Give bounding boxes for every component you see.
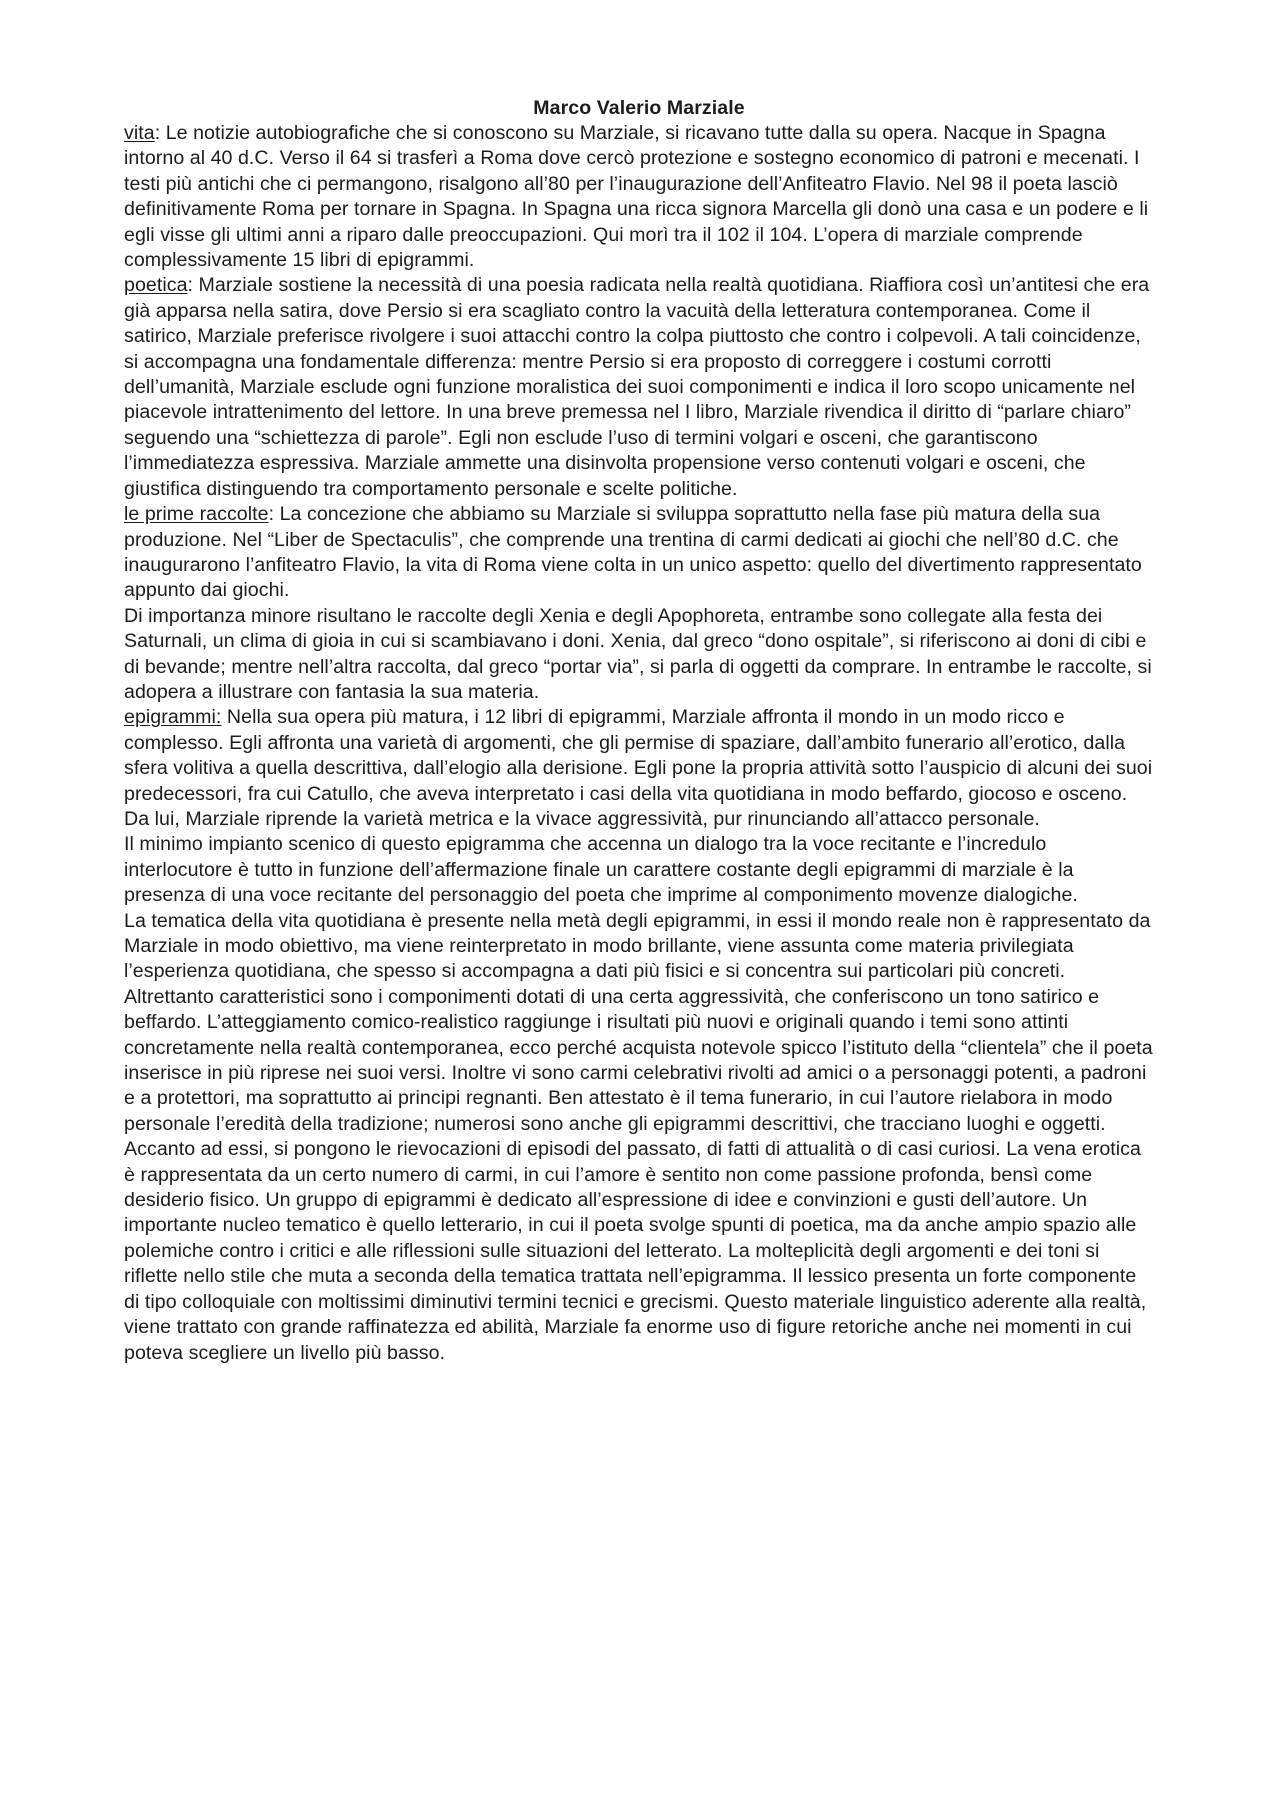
section-label: poetica [124,274,188,297]
section-text: Nella sua opera più matura, i 12 libri di epigrammi, Marziale affronta il mondo in un modo ricco e complesso. Egli affronta una varietà di argomenti, che gli permise di spaziare, dall’ambito funerario all’erotico, dalla sfera volitiva a quella descrittiva, dall’elogio alla derisione. Egli pone la propria attività sotto l’auspicio di alcuni dei suoi predecessori, fra cui Catullo, che aveva interpretato i casi della vita quotidiana in modo beffardo, giocoso e osceno. Da lui, Marziale riprende la varietà metrica e la vivace aggressività, pur rinunciando all’attacco personale. [124,706,1153,830]
section-text: La tematica della vita quotidiana è presente nella metà degli epigrammi, in essi il mondo reale non è rappresentato da Marziale in modo obiettivo, ma viene reinterpretato in modo brillante, viene assunta come materia privilegiata l’esperienza quotidiana, che spesso si accompagna a dati più fisici e si concentra sui particolari più concreti. Altrettanto caratteristici sono i componimenti dotati di una certa aggressività, che conferiscono un tono satirico e beffardo. L’atteggiamento comico-realistico raggiunge i risultati più nuovi e originali quando i temi sono attinti concretamente nella realtà contemporanea, ecco perché acquista notevole spicco l’istituto della “clientela” che il poeta inserisce in più riprese nei suoi versi. Inoltre vi sono carmi celebrativi rivolti ad amici o a personaggi potenti, a padroni e a protettori, ma soprattutto ai principi regnanti. Ben attestato è il tema funerario, in cui l’autore rielabora in modo personale l’eredità della tradizione; numerosi sono anche gli epigrammi descrittivi, che tracciano luoghi e oggetti. Accanto ad essi, si pongono le rievocazioni di episodi del passato, di fatti di attualità o di casi curiosi. La vena erotica è rappresentata da un certo numero di carmi, in cui l’amore è sentito non come passione profonda, bensì come desiderio fisico. Un gruppo di epigrammi è dedicato all’espressione di idee e convinzioni e gusti dell’autore. Un importante nucleo tematico è quello letterario, in cui il poeta svolge spunti di poetica, ma da anche ampio spazio alle polemiche contro i critici e alle riflessioni sulle situazioni del letterato. La molteplicità degli argomenti e dei toni si riflette nello stile che muta a seconda della tematica trattata nell’epigramma. Il lessico presenta un forte componente di tipo colloquiale con moltissimi diminutivi termini tecnici e grecismi. Questo materiale linguistico aderente alla realtà, viene trattato con grande raffinatezza ed abilità, Marziale fa enorme uso di figure retoriche anche nei momenti in cui poteva scegliere un livello più basso. [124,909,1153,1364]
section-poetica [124,273,1154,502]
section-label: epigrammi: [124,706,222,729]
section-label: le prime raccolte [124,503,269,526]
paragraph-impianto-scenico [124,832,1154,908]
section-prime-raccolte [124,502,1154,604]
section-vita [124,121,1154,273]
section-text: : La concezione che abbiamo su Marziale si sviluppa soprattutto nella fase più matura della sua produzione. Nel “Liber de Spectaculis”, che comprende una trentina di carmi dedicati ai giochi che nell’80 d.C. che inaugurarono l’anfiteatro Flavio, la vita di Roma viene colta in un unico aspetto: quello del divertimento rappresentato appunto dai giochi. [124,503,1142,602]
section-text: : Marziale sostiene la necessità di una poesia radicata nella realtà quotidiana. Riaffiora così un’antitesi che era già apparsa nella satira, dove Persio si era scagliato contro la vacuità della letteratura contemporanea. Come il satirico, Marziale preferisce rivolgere i suoi attacchi contro la colpa piuttosto che contro i colpevoli. A tali coincidenze, si accompagna una fondamentale differenza: mentre Persio si era proposto di correggere i costumi corrotti dell’umanità, Marziale esclude ogni funzione moralistica dei suoi componimenti e indica il loro scopo unicamente nel piacevole intrattenimento del lettore. In una breve premessa nel I libro, Marziale rivendica il diritto di “parlare chiaro” seguendo una “schiettezza di parole”. Egli non esclude l’uso di termini volgari e osceni, che garantiscono l’immediatezza espressiva. Marziale ammette una disinvolta propensione verso contenuti volgari e osceni, che giustifica distinguendo tra comportamento personale e scelte politiche. [124,274,1150,500]
section-epigrammi [124,705,1154,832]
section-text: Di importanza minore risultano le raccolte degli Xenia e degli Apophoreta, entrambe sono collegate alla festa dei Saturnali, un clima di gioia in cui si scambiavano i doni. Xenia, dal greco “dono ospitale”, si riferiscono ai doni di cibi e di bevande; mentre nell’altra raccolta, dal greco “portar via”, si parla di oggetti da comprare. In entrambe le raccolte, si adopera a illustrare con fantasia la sua materia. [124,604,1152,703]
document-page [124,96,1154,1366]
section-text: Il minimo impianto scenico di questo epigramma che accenna un dialogo tra la voce recitante e l’incredulo interlocutore è tutto in funzione dell’affermazione finale un carattere costante degli epigrammi di marziale è la presenza di una voce recitante del personaggio del poeta che imprime al componimento movenze dialogiche. [124,833,1078,907]
section-text: : Le notizie autobiografiche che si conoscono su Marziale, si ricavano tutte dalla su opera. Nacque in Spagna intorno al 40 d.C. Verso il 64 si trasferì a Roma dove cercò protezione e sostegno economico di patroni e mecenati. I testi più antichi che ci permangono, risalgono all’80 per l’inaugurazione dell’Anfiteatro Flavio. Nel 98 il poeta lasciò definitivamente Roma per tornare in Spagna. In Spagna una ricca signora Marcella gli donò una casa e un podere e li egli visse gli ultimi anni a riparo dalle preoccupazioni. Qui morì tra il 102 il 104. L’opera di marziale comprende complessivamente 15 libri di epigrammi. [124,122,1149,272]
paragraph-xenia-apophoreta [124,604,1154,706]
document-title: Marco Valerio Marziale [533,97,745,119]
section-label: vita [124,122,155,144]
paragraph-tematica [124,909,1154,1366]
